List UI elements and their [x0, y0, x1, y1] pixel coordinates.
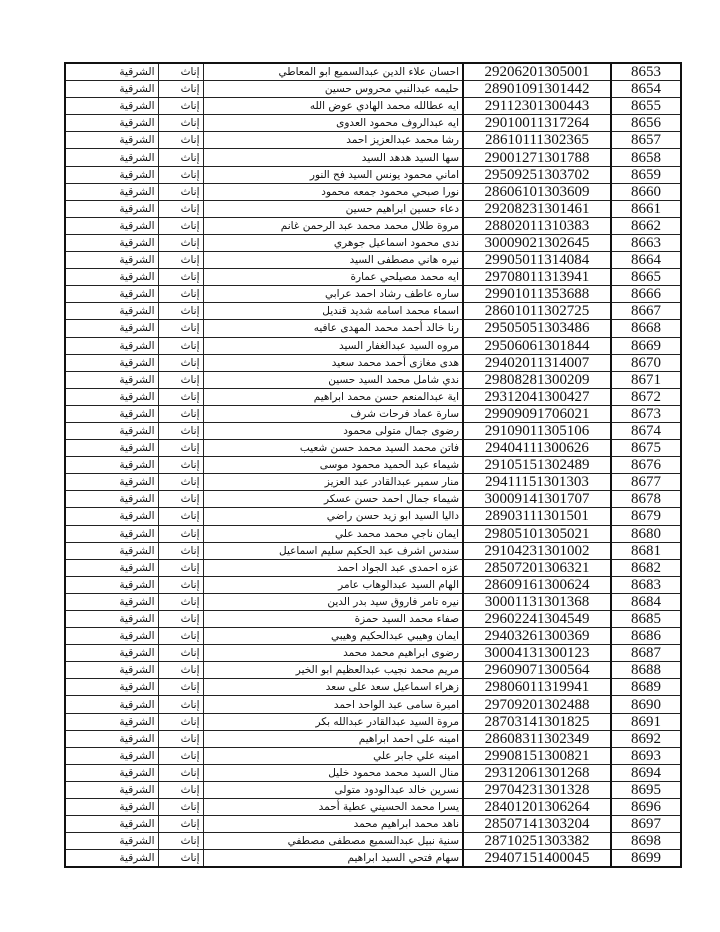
national-id-cell: 29105151302489: [463, 457, 611, 474]
name-cell: منال السيد محمد محمود خليل: [203, 764, 463, 781]
governorate-cell: الشرقية: [65, 457, 158, 474]
national-id-cell: 29708011313941: [463, 269, 611, 286]
table-row: [65, 713, 681, 730]
governorate-cell: الشرقية: [65, 234, 158, 251]
serial-number-cell: 8674: [611, 422, 681, 439]
gender-cell: إناث: [158, 645, 203, 662]
serial-number-cell: 8689: [611, 679, 681, 696]
national-id-cell: 29104231301002: [463, 542, 611, 559]
national-id-cell: 28710251303382: [463, 833, 611, 850]
national-id-cell: 30001131301368: [463, 593, 611, 610]
serial-number-cell: 8697: [611, 816, 681, 833]
gender-cell: إناث: [158, 440, 203, 457]
national-id-cell: 30004131300123: [463, 645, 611, 662]
serial-number-cell: 8677: [611, 474, 681, 491]
name-cell: نيره هاني مصطفى السيد: [203, 252, 463, 269]
national-id-cell: 29402011314007: [463, 354, 611, 371]
table-row: [65, 337, 681, 354]
name-cell: ايه عبدالروف محمود العدوى: [203, 115, 463, 132]
name-cell: ساره عاطف رشاد احمد عرابي: [203, 286, 463, 303]
governorate-cell: الشرقية: [65, 166, 158, 183]
governorate-cell: الشرقية: [65, 183, 158, 200]
name-cell: امينه علي جابر علي: [203, 747, 463, 764]
national-id-cell: 29908151300821: [463, 747, 611, 764]
serial-number-cell: 8661: [611, 200, 681, 217]
name-cell: امينه على احمد ابراهيم: [203, 730, 463, 747]
name-cell: رنا خالد أحمد محمد المهدى عافيه: [203, 320, 463, 337]
gender-cell: إناث: [158, 593, 203, 610]
gender-cell: إناث: [158, 713, 203, 730]
serial-number-cell: 8667: [611, 303, 681, 320]
gender-cell: إناث: [158, 730, 203, 747]
table-row: [65, 764, 681, 781]
national-id-cell: 29206201305001: [463, 63, 611, 81]
name-cell: احسان علاء الدين عبدالسميع ابو المعاطي: [203, 63, 463, 81]
table-row: [65, 286, 681, 303]
serial-number-cell: 8686: [611, 628, 681, 645]
governorate-cell: الشرقية: [65, 422, 158, 439]
table-row: [65, 440, 681, 457]
national-id-cell: 28507141303204: [463, 816, 611, 833]
national-id-cell: 29509251303702: [463, 166, 611, 183]
national-id-cell: 29411151301303: [463, 474, 611, 491]
governorate-cell: الشرقية: [65, 611, 158, 628]
serial-number-cell: 8693: [611, 747, 681, 764]
name-cell: مريم محمد نجيب عبدالعظيم ابو الخير: [203, 662, 463, 679]
governorate-cell: الشرقية: [65, 628, 158, 645]
table-row: [65, 217, 681, 234]
gender-cell: إناث: [158, 457, 203, 474]
gender-cell: إناث: [158, 628, 203, 645]
governorate-cell: الشرقية: [65, 696, 158, 713]
serial-number-cell: 8680: [611, 525, 681, 542]
national-id-cell: 29505051303486: [463, 320, 611, 337]
governorate-cell: الشرقية: [65, 679, 158, 696]
governorate-cell: الشرقية: [65, 149, 158, 166]
serial-number-cell: 8699: [611, 850, 681, 868]
national-id-cell: 30009141301707: [463, 491, 611, 508]
national-id-cell: 28610111302365: [463, 132, 611, 149]
serial-number-cell: 8692: [611, 730, 681, 747]
table-row: [65, 354, 681, 371]
gender-cell: إناث: [158, 747, 203, 764]
name-cell: مروه السيد عبدالغفار السيد: [203, 337, 463, 354]
gender-cell: إناث: [158, 183, 203, 200]
name-cell: رضوى ابراهيم محمد محمد: [203, 645, 463, 662]
national-id-cell: 30009021302645: [463, 234, 611, 251]
table-row: [65, 63, 681, 81]
serial-number-cell: 8698: [611, 833, 681, 850]
table-row: [65, 269, 681, 286]
governorate-cell: الشرقية: [65, 593, 158, 610]
national-id-cell: 29208231301461: [463, 200, 611, 217]
table-row: [65, 559, 681, 576]
name-cell: رضوى جمال متولى محمود: [203, 422, 463, 439]
table-row: [65, 234, 681, 251]
serial-number-cell: 8681: [611, 542, 681, 559]
national-id-cell: 28507201306321: [463, 559, 611, 576]
governorate-cell: الشرقية: [65, 320, 158, 337]
serial-number-cell: 8662: [611, 217, 681, 234]
governorate-cell: الشرقية: [65, 833, 158, 850]
gender-cell: إناث: [158, 269, 203, 286]
serial-number-cell: 8682: [611, 559, 681, 576]
name-cell: فاتن محمد السيد محمد حسن شعيب: [203, 440, 463, 457]
governorate-cell: الشرقية: [65, 645, 158, 662]
table-row: [65, 115, 681, 132]
national-id-cell: 29805101305021: [463, 525, 611, 542]
name-cell: ايه عطالله محمد الهادي عوض الله: [203, 98, 463, 115]
national-id-cell: 29808281300209: [463, 371, 611, 388]
serial-number-cell: 8678: [611, 491, 681, 508]
gender-cell: إناث: [158, 320, 203, 337]
table-row: [65, 576, 681, 593]
gender-cell: إناث: [158, 115, 203, 132]
table-row: [65, 542, 681, 559]
serial-number-cell: 8687: [611, 645, 681, 662]
table-row: [65, 696, 681, 713]
name-cell: سارة عماد فرحات شرف: [203, 405, 463, 422]
table-row: [65, 781, 681, 798]
gender-cell: إناث: [158, 576, 203, 593]
serial-number-cell: 8690: [611, 696, 681, 713]
gender-cell: إناث: [158, 286, 203, 303]
gender-cell: إناث: [158, 422, 203, 439]
name-cell: عزه احمدى عبد الجواد احمد: [203, 559, 463, 576]
table-row: [65, 132, 681, 149]
table-row: [65, 799, 681, 816]
national-id-cell: 29312061301268: [463, 764, 611, 781]
serial-number-cell: 8664: [611, 252, 681, 269]
serial-number-cell: 8657: [611, 132, 681, 149]
table-row: [65, 183, 681, 200]
serial-number-cell: 8665: [611, 269, 681, 286]
table-row: [65, 474, 681, 491]
name-cell: الهام السيد عبدالوهاب عامر: [203, 576, 463, 593]
serial-number-cell: 8670: [611, 354, 681, 371]
national-id-cell: 28903111301501: [463, 508, 611, 525]
name-cell: زهراء اسماعيل سعد على سعد: [203, 679, 463, 696]
name-cell: صفاء محمد السيد حمزة: [203, 611, 463, 628]
governorate-cell: الشرقية: [65, 662, 158, 679]
governorate-cell: الشرقية: [65, 354, 158, 371]
serial-number-cell: 8671: [611, 371, 681, 388]
gender-cell: إناث: [158, 662, 203, 679]
name-cell: سهام فتحي السيد ابراهيم: [203, 850, 463, 868]
name-cell: رشا محمد عبدالعزيز احمد: [203, 132, 463, 149]
governorate-cell: الشرقية: [65, 713, 158, 730]
governorate-cell: الشرقية: [65, 200, 158, 217]
serial-number-cell: 8688: [611, 662, 681, 679]
table-row: [65, 816, 681, 833]
table-row: [65, 303, 681, 320]
serial-number-cell: 8696: [611, 799, 681, 816]
name-cell: ايه محمد مصيلحي عمارة: [203, 269, 463, 286]
serial-number-cell: 8654: [611, 81, 681, 98]
serial-number-cell: 8666: [611, 286, 681, 303]
governorate-cell: الشرقية: [65, 747, 158, 764]
table-row: [65, 371, 681, 388]
gender-cell: إناث: [158, 388, 203, 405]
table-row: [65, 508, 681, 525]
gender-cell: إناث: [158, 559, 203, 576]
name-cell: اية عبدالمنعم حسن محمد ابراهيم: [203, 388, 463, 405]
table-row: [65, 457, 681, 474]
serial-number-cell: 8684: [611, 593, 681, 610]
gender-cell: إناث: [158, 98, 203, 115]
serial-number-cell: 8672: [611, 388, 681, 405]
governorate-cell: الشرقية: [65, 115, 158, 132]
national-id-cell: 29010011317264: [463, 115, 611, 132]
name-cell: نسرين خالد عبدالودود متولى: [203, 781, 463, 798]
national-id-cell: 28601011302725: [463, 303, 611, 320]
gender-cell: إناث: [158, 611, 203, 628]
serial-number-cell: 8660: [611, 183, 681, 200]
governorate-cell: الشرقية: [65, 576, 158, 593]
name-cell: مروة طلال محمد محمد عبد الرحمن غانم: [203, 217, 463, 234]
table-row: [65, 388, 681, 405]
table-row: [65, 98, 681, 115]
gender-cell: إناث: [158, 474, 203, 491]
gender-cell: إناث: [158, 850, 203, 868]
governorate-cell: الشرقية: [65, 559, 158, 576]
table-row: [65, 81, 681, 98]
governorate-cell: الشرقية: [65, 730, 158, 747]
governorate-cell: الشرقية: [65, 337, 158, 354]
serial-number-cell: 8676: [611, 457, 681, 474]
gender-cell: إناث: [158, 799, 203, 816]
national-id-cell: 29109011305106: [463, 422, 611, 439]
national-id-cell: 28901091301442: [463, 81, 611, 98]
gender-cell: إناث: [158, 166, 203, 183]
name-cell: نيره تامر فاروق سيد بدر الدين: [203, 593, 463, 610]
name-cell: يسرا محمد الحسيني عطية أحمد: [203, 799, 463, 816]
name-cell: شيماء جمال احمد حسن عسكر: [203, 491, 463, 508]
serial-number-cell: 8679: [611, 508, 681, 525]
name-cell: نورا صبحي محمود جمعه محمود: [203, 183, 463, 200]
table-row: [65, 593, 681, 610]
gender-cell: إناث: [158, 525, 203, 542]
national-id-cell: 28606101303609: [463, 183, 611, 200]
governorate-cell: الشرقية: [65, 781, 158, 798]
gender-cell: إناث: [158, 63, 203, 81]
name-cell: منار سمير عبدالقادر عبد العزيز: [203, 474, 463, 491]
table-row: [65, 320, 681, 337]
name-cell: دعاء حسين ابراهيم حسين: [203, 200, 463, 217]
gender-cell: إناث: [158, 508, 203, 525]
governorate-cell: الشرقية: [65, 799, 158, 816]
name-cell: سنية نبيل عبدالسميع مصطفى مصطفي: [203, 833, 463, 850]
gender-cell: إناث: [158, 816, 203, 833]
national-id-cell: 29404111300626: [463, 440, 611, 457]
name-cell: سها السيد هدهد السيد: [203, 149, 463, 166]
table-row: [65, 611, 681, 628]
serial-number-cell: 8694: [611, 764, 681, 781]
name-cell: ايمان ناجي محمد محمد علي: [203, 525, 463, 542]
gender-cell: إناث: [158, 337, 203, 354]
name-cell: اسماء محمد اسامه شديد قنديل: [203, 303, 463, 320]
name-cell: شيماء عبد الحميد محمود موسى: [203, 457, 463, 474]
gender-cell: إناث: [158, 132, 203, 149]
national-id-cell: 29312041300427: [463, 388, 611, 405]
governorate-cell: الشرقية: [65, 440, 158, 457]
governorate-cell: الشرقية: [65, 98, 158, 115]
table-row: [65, 166, 681, 183]
governorate-cell: الشرقية: [65, 491, 158, 508]
governorate-cell: الشرقية: [65, 764, 158, 781]
gender-cell: إناث: [158, 696, 203, 713]
governorate-cell: الشرقية: [65, 286, 158, 303]
national-id-cell: 29407151400045: [463, 850, 611, 868]
gender-cell: إناث: [158, 833, 203, 850]
serial-number-cell: 8691: [611, 713, 681, 730]
national-id-cell: 29709201302488: [463, 696, 611, 713]
gender-cell: إناث: [158, 491, 203, 508]
governorate-cell: الشرقية: [65, 269, 158, 286]
gender-cell: إناث: [158, 234, 203, 251]
governorate-cell: الشرقية: [65, 405, 158, 422]
national-id-cell: 28608311302349: [463, 730, 611, 747]
name-cell: ناهد محمد ابراهيم محمد: [203, 816, 463, 833]
governorate-cell: الشرقية: [65, 132, 158, 149]
name-cell: اميرة سامى عبد الواحد احمد: [203, 696, 463, 713]
gender-cell: إناث: [158, 200, 203, 217]
table-row: [65, 833, 681, 850]
national-id-cell: 29506061301844: [463, 337, 611, 354]
governorate-cell: الشرقية: [65, 525, 158, 542]
table-row: [65, 730, 681, 747]
table-row: [65, 252, 681, 269]
governorate-cell: الشرقية: [65, 303, 158, 320]
table-row: [65, 628, 681, 645]
national-id-cell: 29602241304549: [463, 611, 611, 628]
table-row: [65, 405, 681, 422]
national-id-cell: 28802011310383: [463, 217, 611, 234]
gender-cell: إناث: [158, 679, 203, 696]
name-cell: مروة السيد عبدالقادر عبدالله بكر: [203, 713, 463, 730]
name-cell: حليمه عبدالنبي محروس حسين: [203, 81, 463, 98]
name-cell: سندس اشرف عبد الحكيم سليم اسماعيل: [203, 542, 463, 559]
table-row: [65, 662, 681, 679]
serial-number-cell: 8668: [611, 320, 681, 337]
name-cell: ايمان وهيبي عبدالحكيم وهيبي: [203, 628, 463, 645]
governorate-cell: الشرقية: [65, 508, 158, 525]
national-id-cell: 28401201306264: [463, 799, 611, 816]
national-id-cell: 29704231301328: [463, 781, 611, 798]
table-row: [65, 149, 681, 166]
national-id-cell: 29901011353688: [463, 286, 611, 303]
national-id-cell: 28703141301825: [463, 713, 611, 730]
table-row: [65, 645, 681, 662]
name-cell: ندي شامل محمد السيد حسين: [203, 371, 463, 388]
serial-number-cell: 8683: [611, 576, 681, 593]
gender-cell: إناث: [158, 405, 203, 422]
governorate-cell: الشرقية: [65, 474, 158, 491]
records-table: [64, 62, 682, 868]
national-id-cell: 29112301300443: [463, 98, 611, 115]
governorate-cell: الشرقية: [65, 217, 158, 234]
serial-number-cell: 8669: [611, 337, 681, 354]
serial-number-cell: 8695: [611, 781, 681, 798]
table-row: [65, 491, 681, 508]
name-cell: داليا السيد ابو زيد حسن راضي: [203, 508, 463, 525]
gender-cell: إناث: [158, 81, 203, 98]
table-row: [65, 747, 681, 764]
governorate-cell: الشرقية: [65, 81, 158, 98]
serial-number-cell: 8655: [611, 98, 681, 115]
governorate-cell: الشرقية: [65, 371, 158, 388]
governorate-cell: الشرقية: [65, 388, 158, 405]
national-id-cell: 29403261300369: [463, 628, 611, 645]
gender-cell: إناث: [158, 764, 203, 781]
serial-number-cell: 8673: [611, 405, 681, 422]
name-cell: ندى محمود اسماعيل جوهري: [203, 234, 463, 251]
governorate-cell: الشرقية: [65, 816, 158, 833]
national-id-cell: 28609161300624: [463, 576, 611, 593]
name-cell: هدى مغازى أحمد محمد سعيد: [203, 354, 463, 371]
gender-cell: إناث: [158, 303, 203, 320]
gender-cell: إناث: [158, 781, 203, 798]
gender-cell: إناث: [158, 354, 203, 371]
table-row: [65, 850, 681, 868]
serial-number-cell: 8675: [611, 440, 681, 457]
governorate-cell: الشرقية: [65, 850, 158, 868]
governorate-cell: الشرقية: [65, 63, 158, 81]
gender-cell: إناث: [158, 542, 203, 559]
serial-number-cell: 8663: [611, 234, 681, 251]
governorate-cell: الشرقية: [65, 252, 158, 269]
serial-number-cell: 8653: [611, 63, 681, 81]
table-row: [65, 200, 681, 217]
gender-cell: إناث: [158, 371, 203, 388]
table-row: [65, 422, 681, 439]
gender-cell: إناث: [158, 217, 203, 234]
table-row: [65, 679, 681, 696]
serial-number-cell: 8685: [611, 611, 681, 628]
table-row: [65, 525, 681, 542]
name-cell: اماني محمود يونس السيد فح النور: [203, 166, 463, 183]
serial-number-cell: 8656: [611, 115, 681, 132]
national-id-cell: 29001271301788: [463, 149, 611, 166]
serial-number-cell: 8658: [611, 149, 681, 166]
gender-cell: إناث: [158, 149, 203, 166]
serial-number-cell: 8659: [611, 166, 681, 183]
records-table-body: [65, 63, 681, 867]
gender-cell: إناث: [158, 252, 203, 269]
national-id-cell: 29806011319941: [463, 679, 611, 696]
governorate-cell: الشرقية: [65, 542, 158, 559]
national-id-cell: 29905011314084: [463, 252, 611, 269]
national-id-cell: 29909091706021: [463, 405, 611, 422]
national-id-cell: 29609071300564: [463, 662, 611, 679]
